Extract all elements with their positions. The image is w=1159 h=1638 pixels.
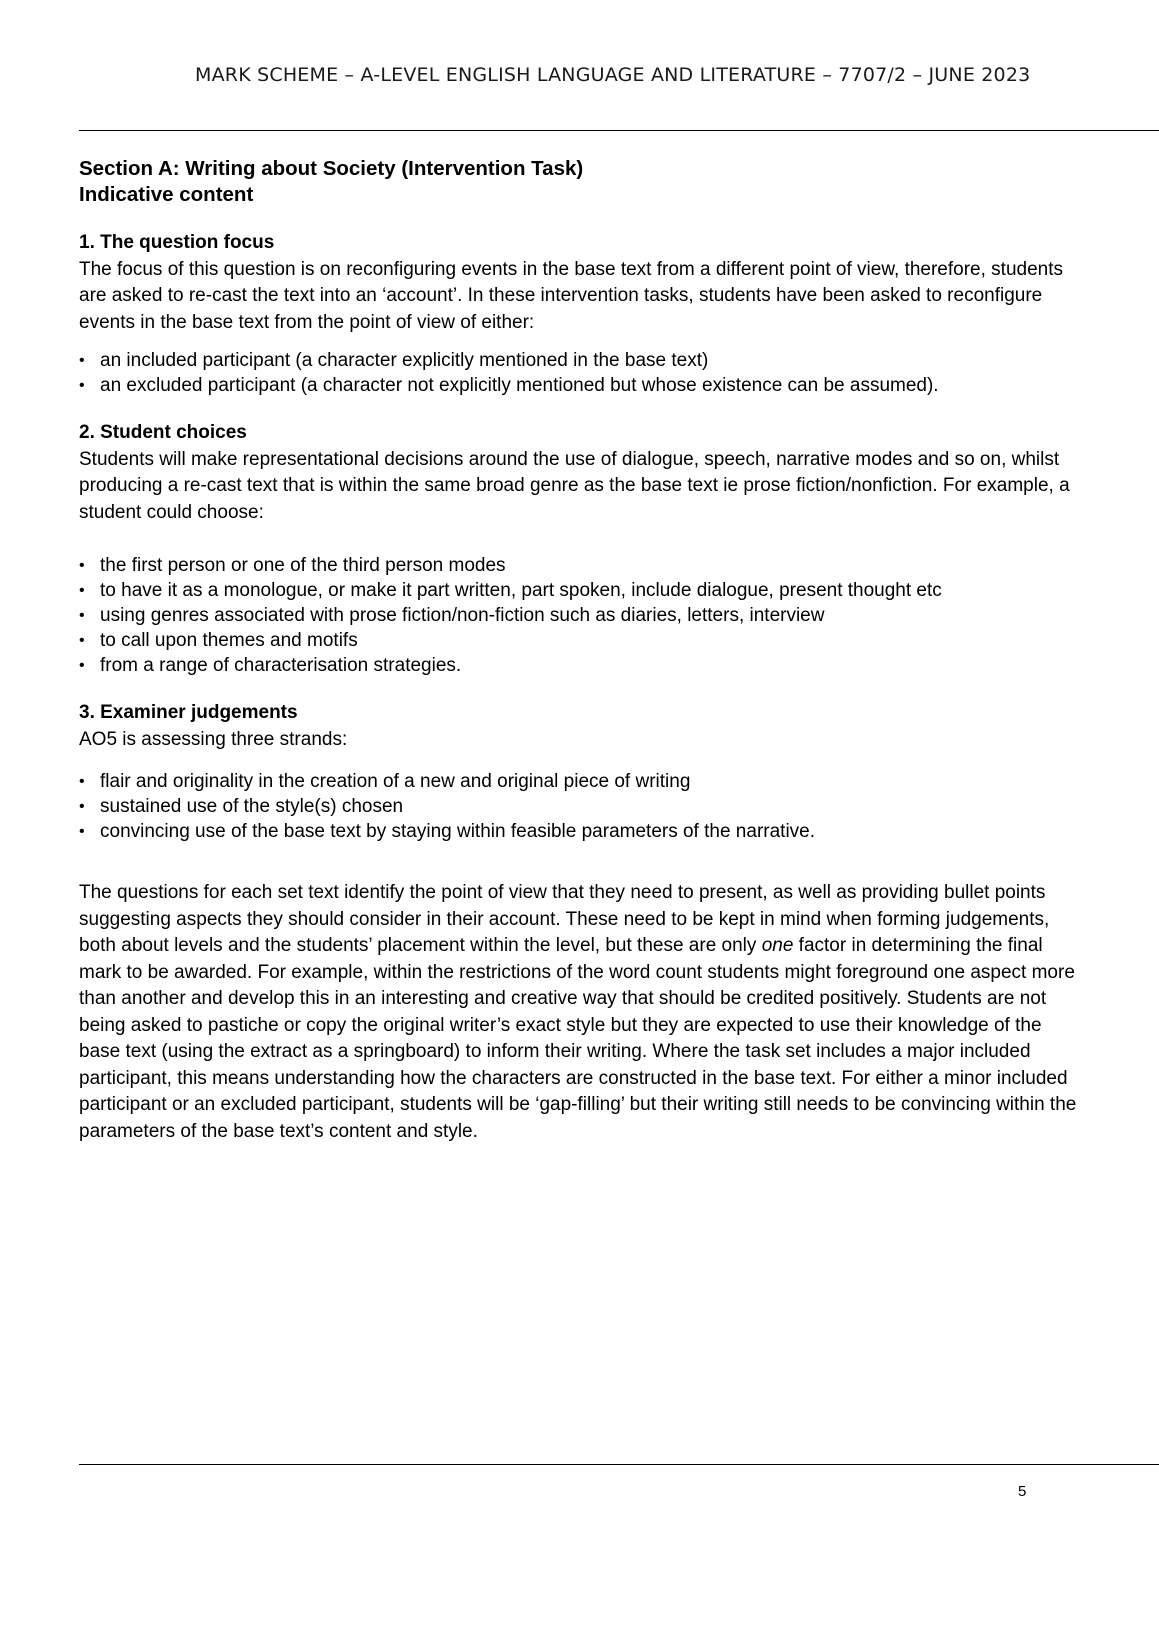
examiner-judgements-closing <box>79 880 1079 1145</box>
list-item: • an included participant (a character explicitly mentioned in the base text) <box>79 348 1079 373</box>
section-title: Section A: Writing about Society (Intervention Task) <box>79 157 584 180</box>
header-divider <box>79 130 1159 131</box>
student-choices-paragraph: Students will make representational decisions around the use of dialogue, speech, narrative modes and so on, whilst producing a re-cast text that is within the same broad genre as the base text ie prose fiction/nonfiction. For example, a student could choose: <box>79 448 1070 523</box>
closing-emphasis: one <box>761 935 794 956</box>
list-item: • sustained use of the style(s) chosen <box>79 794 1079 819</box>
closing-text-end: factor in determining the final mark to be awarded. For example, within the restrictions of the word count students might foreground one aspect more than another and develop this in an interesting and creative way that should be credited positively. Students are not being asked to pastiche or copy the original writer’s exact style but they are expected to use their knowledge of the base text (using the extract as a springboard) to inform their writing. Where the task set includes a major included participant, this means understanding how the characters are constructed in the base text. For either a minor included participant or an excluded participant, students will be ‘gap-filling’ but their writing still needs to be convincing within the parameters of the base text’s content and style. <box>79 935 1077 1142</box>
list-item: • convincing use of the base text by staying within feasible parameters of the narrative. <box>79 819 1079 844</box>
list-item: • flair and originality in the creation of a new and original piece of writing <box>79 769 1079 794</box>
list-item: • from a range of characterisation strategies. <box>79 653 1079 678</box>
section-subtitle: Indicative content <box>79 183 254 206</box>
question-focus-list <box>79 348 1079 398</box>
question-focus-paragraph: The focus of this question is on reconfiguring events in the base text from a different point of view, therefore, students are asked to re-cast the text into an ‘account’. In these intervention tasks, students have been asked to reconfigure events in the base text from the point of view of either: <box>79 258 1063 333</box>
list-item: • to have it as a monologue, or make it part written, part spoken, include dialogue, present thought etc <box>79 578 1079 603</box>
footer-divider <box>79 1464 1159 1465</box>
main-content <box>79 156 1079 1145</box>
examiner-judgements-intro: AO5 is assessing three strands: <box>79 728 348 750</box>
list-item: • the first person or one of the third person modes <box>79 553 1079 578</box>
page-number: 5 <box>1018 1483 1027 1500</box>
examiner-judgements-list <box>79 769 1079 844</box>
closing-text-start: The questions for each set text identify the point of view that they need to present, as well as providing bullet points suggesting aspects they should consider in their account. These need to be kept in mind when forming judgements, both about levels and the students’ placement within the level, but these are only <box>79 882 1050 956</box>
question-focus-heading: 1. The question focus <box>79 232 275 253</box>
running-header: MARK SCHEME – A-LEVEL ENGLISH LANGUAGE AND LITERATURE – 7707/2 – JUNE 2023 <box>195 64 1031 86</box>
list-item: • an excluded participant (a character not explicitly mentioned but whose existence can be assumed). <box>79 373 1079 398</box>
list-item: • using genres associated with prose fiction/non-fiction such as diaries, letters, interview <box>79 603 1079 628</box>
examiner-judgements-heading: 3. Examiner judgements <box>79 702 298 723</box>
list-item: • to call upon themes and motifs <box>79 628 1079 653</box>
student-choices-list <box>79 553 1079 678</box>
student-choices-heading: 2. Student choices <box>79 422 247 443</box>
